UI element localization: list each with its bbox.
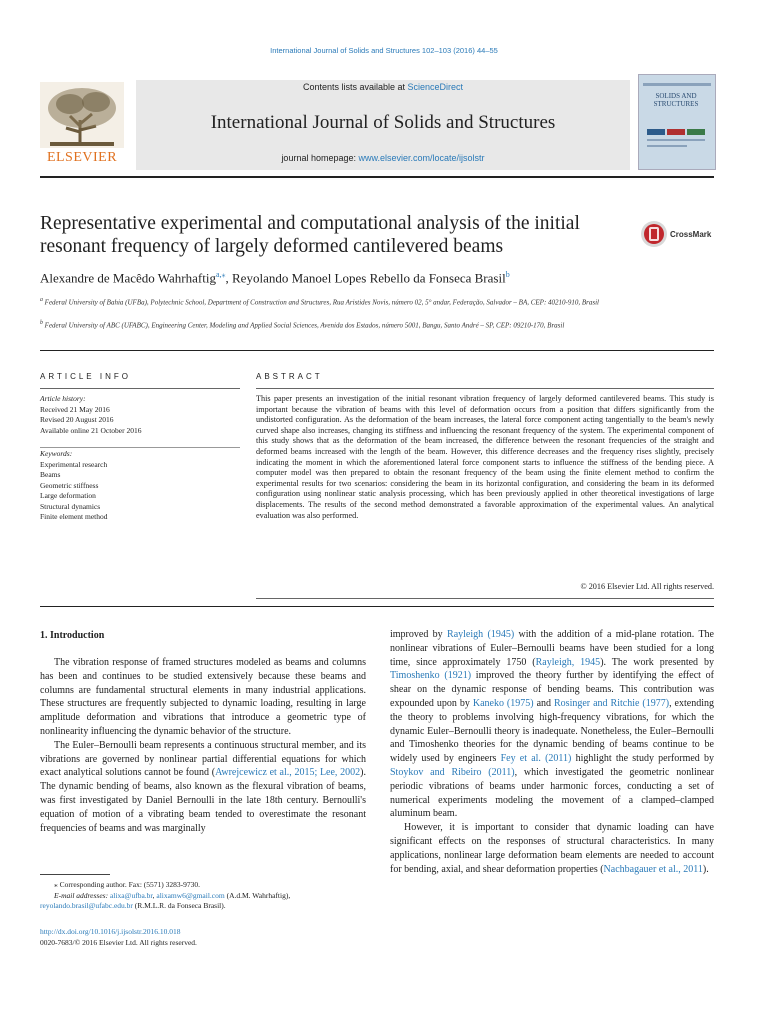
section-heading-introduction: 1. Introduction bbox=[40, 630, 105, 641]
affiliation-b bbox=[40, 318, 640, 330]
sciencedirect-link[interactable]: ScienceDirect bbox=[407, 82, 464, 92]
author-name: Alexandre de Macêdo Wahrhaftig bbox=[40, 270, 216, 286]
paragraph bbox=[390, 821, 714, 876]
elsevier-wordmark: ELSEVIER bbox=[46, 150, 118, 165]
cover-title: SOLIDS AND STRUCTURES bbox=[653, 92, 699, 108]
citation-link[interactable]: Awrejcewicz et al., 2015; Lee, 2002 bbox=[215, 767, 361, 779]
citation-link[interactable]: Rayleigh, 1945 bbox=[535, 656, 601, 668]
email-link[interactable]: reyolando.brasil@ufabc.edu.br bbox=[40, 901, 133, 910]
journal-homepage-link[interactable]: www.elsevier.com/locate/ijsolstr bbox=[358, 153, 485, 163]
article-info-rule bbox=[40, 388, 240, 389]
article-title: Representative experimental and computational analysis of the initial resonant frequency of largely deformed cantilevered beams bbox=[40, 213, 580, 257]
journal-homepage-line bbox=[136, 153, 630, 163]
email-owner: (A.d.M. Wahrhaftig), bbox=[224, 890, 291, 900]
text-run: and bbox=[533, 697, 555, 709]
author-affiliation-mark[interactable]: a,⁎ bbox=[215, 270, 226, 279]
history-item: Available online 21 October 2016 bbox=[40, 425, 142, 435]
abstract-text: This paper presents an investigation of the initial resonant vibration frequency of largely deformed cantilevered beams. This study is important because the vibration of beams with this level of deformation occurs from a position that differs significantly from the undistorted configuration. As the deformation of the beam increases, the lateral force component acting tangentially to the beam's newly curved shape also increases, changing its stiffness and influencing the resonant frequency of the system. The experimental component of this study shows that as the deformation of the beam increased, the difference between the resonant frequencies of the straight and deformed beams increased with the length of the beam. However, this difference decreases and the frequency rises slightly, precisely indicating the moment in which the aforementioned lateral force component starts to influence the stiffness of the bending piece. A computer model was then prepared to obtain the resonant frequency of the beam using the finite element method to confirm the experimental results for two scenarios: considering the beam in its horizontal configuration, and considering the beam in its deformed configuration using nonlinear static analysis processing, which has been previously applied in other theoretical investigations of large displacements. The results of the second method demonstrated a favorable approximation of the experimental values. An analytical evaluation was also performed. bbox=[256, 394, 714, 520]
email-owner: (R.M.L.R. da Fonseca Brasil). bbox=[132, 901, 226, 910]
crossmark-icon[interactable] bbox=[640, 220, 668, 248]
body-column-left bbox=[40, 656, 366, 835]
text-run: The Euler–Bernoulli beam represents a continuous structural member, and its vibrations are governed by nonlinear partial differential equations for which exact analytical solutions cannot be found ( bbox=[40, 739, 366, 779]
article-info-heading: ARTICLE INFO bbox=[40, 372, 131, 381]
crossmark-label[interactable]: CrossMark bbox=[670, 230, 712, 239]
keywords bbox=[40, 449, 240, 523]
keyword-item: Beams bbox=[40, 470, 61, 479]
affiliation-mark: a bbox=[40, 297, 43, 303]
email-note-cont bbox=[40, 901, 370, 912]
text-run: highlight the study performed by bbox=[571, 753, 714, 765]
author-list bbox=[40, 270, 714, 286]
text-run: ). bbox=[702, 863, 709, 875]
author-name: Reyolando Manoel Lopes Rebello da Fonseca Brasil bbox=[232, 270, 506, 286]
paragraph: The vibration response of framed structures modeled as beams and columns has been and continues to be studied extensively because these beams and columns are fundamental structural elements in many industrial applications. These structures are frequently subjected to dynamic loading, resulting in large amplitude deformation and vibrations that introduce a geometric type of nonlinearity influencing the dynamic behavior of the structure. bbox=[40, 657, 366, 737]
text-run: improved by bbox=[390, 629, 448, 640]
abstract-heading: ABSTRACT bbox=[256, 372, 323, 381]
contents-prefix: Contents lists available at bbox=[302, 82, 408, 92]
text-run: ). The dynamic bending of beams, also known as the flexural vibration of beams, was first investigated by Daniel Bernoulli in the late 18th century. Bernoulli's equation of motion of a vibrating beam tended to overestimate the resonant frequencies of beams and was marginally bbox=[40, 767, 366, 834]
affiliation-mark: b bbox=[40, 320, 43, 326]
history-item: Received 21 May 2016 bbox=[40, 404, 110, 414]
citation-link[interactable]: Rayleigh (1945) bbox=[447, 629, 515, 640]
keywords-rule bbox=[40, 447, 240, 448]
email-separator: , bbox=[152, 890, 157, 900]
citation-link[interactable]: Rosinger and Ritchie (1977) bbox=[554, 697, 670, 709]
body-column-right bbox=[390, 628, 714, 876]
corresponding-author-note bbox=[40, 880, 370, 891]
footnote-rule bbox=[40, 874, 110, 875]
cover-art bbox=[639, 75, 715, 169]
keyword-item: Experimental research bbox=[40, 459, 108, 469]
doi-link[interactable]: http://dx.doi.org/10.1016/j.ijsolstr.2016.10.018 bbox=[40, 927, 181, 936]
history-label: Article history: bbox=[40, 394, 86, 403]
email-link[interactable]: alixa@ufba.br bbox=[109, 890, 153, 900]
title-rule bbox=[40, 350, 714, 351]
abstract-copyright: © 2016 Elsevier Ltd. All rights reserved. bbox=[580, 582, 714, 591]
citation-link[interactable]: Stoykov and Ribeiro (2011) bbox=[390, 766, 515, 778]
affiliation-text: Federal University of ABC (UFABC), Engineering Center, Modeling and Applied Social Sciences, Avenida dos Estados, número 5001, Bangu, Santo André – SP, CEP: 09210-170, Brasil bbox=[44, 321, 565, 330]
author-affiliation-mark[interactable]: b bbox=[505, 270, 510, 279]
email-label: E-mail addresses: bbox=[54, 890, 110, 900]
keyword-item: Large deformation bbox=[40, 491, 96, 500]
citation-link[interactable]: Timoshenko (1921) bbox=[390, 670, 472, 682]
paragraph bbox=[390, 628, 714, 821]
abstract-rule bbox=[256, 388, 714, 389]
footnotes bbox=[40, 880, 370, 912]
keyword-item: Finite element method bbox=[40, 512, 108, 521]
body-rule bbox=[40, 606, 714, 607]
homepage-prefix: journal homepage: bbox=[281, 153, 359, 163]
keyword-item: Structural dynamics bbox=[40, 501, 101, 511]
affiliation-a bbox=[40, 295, 640, 307]
footnote-mark: ⁎ bbox=[54, 880, 58, 889]
text-run: However, it is important to consider that dynamic loading can have significant effects on the responses of structural characteristics. In many applications, nonlinear large deformation beam elements are needed to account for bending, axial, and shear deformation properties ( bbox=[390, 822, 714, 875]
paragraph bbox=[40, 739, 366, 836]
citation-link[interactable]: Nachbagauer et al., 2011 bbox=[603, 863, 703, 875]
text-run: , which investigated the geometric nonlinear periodic vibrations of beams under harmonic forces, conducting a set of numerical experiments modeling the movement of a clamped–clamped aluminum beam. bbox=[390, 766, 714, 820]
journal-title: International Journal of Solids and Structures bbox=[210, 112, 556, 133]
keywords-label: Keywords: bbox=[40, 449, 73, 458]
history-item: Revised 20 August 2016 bbox=[40, 415, 114, 424]
header-rule bbox=[40, 176, 714, 178]
text-run: improved the theory further by identifying the effect of shear on the dynamic response of bending beams. This contribution was expounded upon by bbox=[390, 670, 714, 709]
text-run: , extending the theory to problems involving high-frequency vibrations, for which the dynamic Euler–Bernoulli theory is inadequate. Nonetheless, the Euler–Bernoulli and Timoshenko theories for the dynamic bending of beams continue to be widely used by engineers bbox=[390, 697, 714, 765]
journal-citation[interactable]: International Journal of Solids and Structures 102–103 (2016) 44–55 bbox=[270, 46, 498, 55]
citation-link[interactable]: Fey et al. (2011) bbox=[500, 753, 572, 765]
issn-line: 0020-7683/© 2016 Elsevier Ltd. All rights reserved. bbox=[40, 938, 197, 947]
affiliation-text: Federal University of Bahia (UFBa), Polytechnic School, Department of Construction and Structures, Rua Aristides Novis, número 02, 5° andar, Federação, Salvador – BA, CEP: 40210-910, Brasil bbox=[44, 298, 599, 307]
keyword-item: Geometric stiffness bbox=[40, 480, 99, 490]
footnote-text: Corresponding author. Fax: (5571) 3283-9730. bbox=[57, 880, 201, 889]
article-history bbox=[40, 394, 240, 436]
email-link[interactable]: alixamw6@gmail.com bbox=[156, 890, 225, 900]
abstract-bottom-rule bbox=[256, 598, 714, 599]
contents-available-line bbox=[136, 82, 630, 92]
citation-link[interactable]: Kaneko (1975) bbox=[472, 697, 534, 709]
text-run: with the addition of a mid-plane rotation. The nonlinear vibrations of Euler–Bernoulli beams have been studied for a long time, since approximately 1750 ( bbox=[390, 629, 715, 668]
email-note bbox=[40, 891, 370, 902]
author-separator: , bbox=[225, 270, 233, 286]
journal-cover-thumbnail[interactable] bbox=[638, 74, 716, 170]
text-run: ). The work presented by bbox=[600, 656, 714, 668]
